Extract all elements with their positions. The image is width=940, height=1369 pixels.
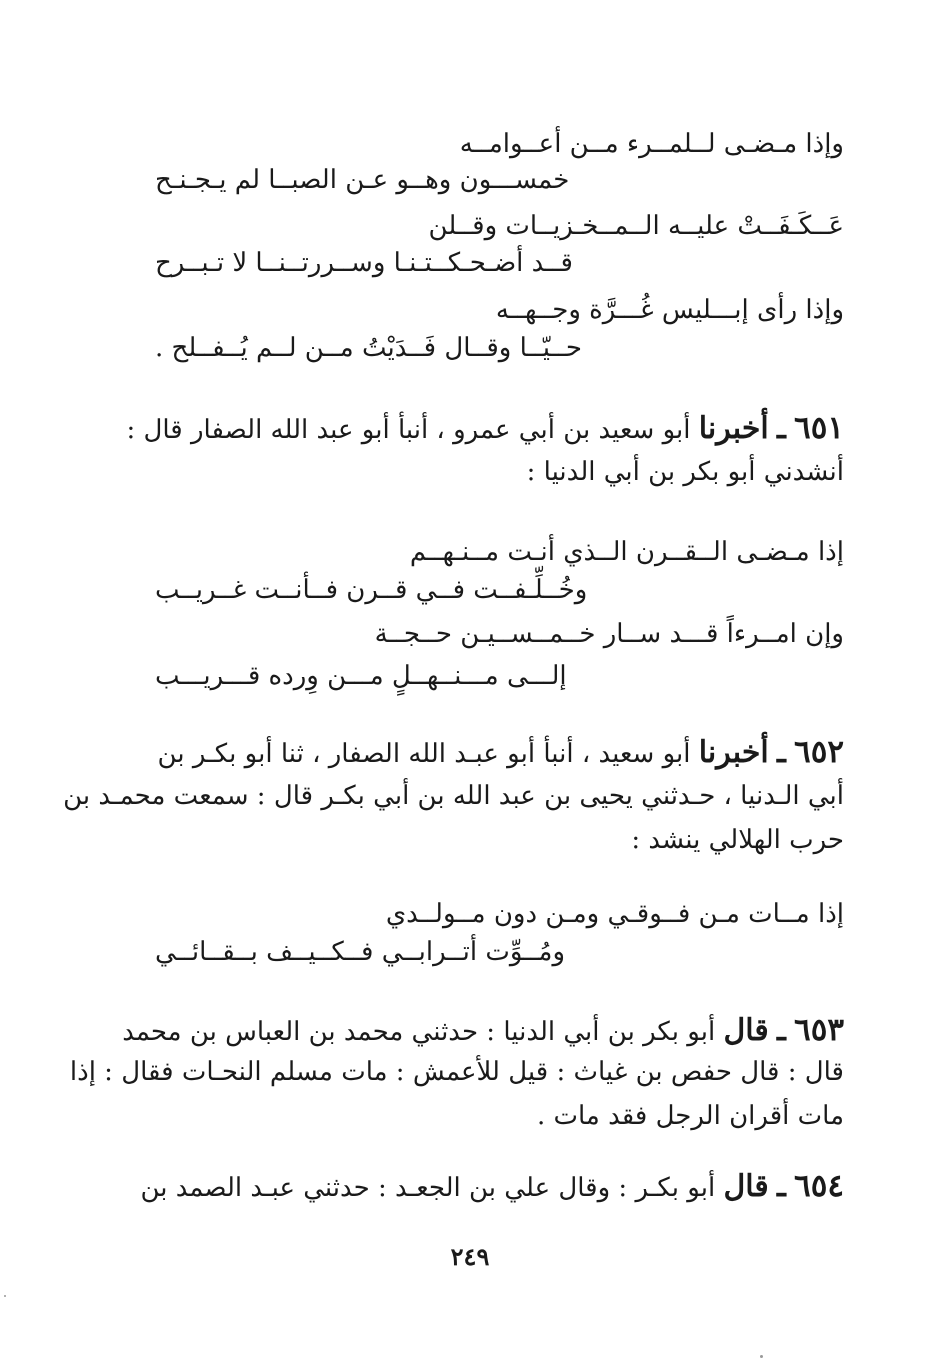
- entry-654-number: ٦٥٤: [794, 1168, 844, 1204]
- scan-speck: [4, 1295, 6, 1297]
- entry-654-dash: ـ: [776, 1169, 786, 1204]
- entry-653-line1: [122, 1010, 844, 1052]
- entry-653-line2: قال : قال حفص بن غياث : قيل للأعمش : مات مسلم النحـات فقال : إذا: [69, 1057, 844, 1087]
- entry-652-line1: [150, 732, 844, 774]
- poem1-verse1-second-hemistich: خمســـون وهــو عـن الصبــا لم يـجـنـح: [155, 165, 570, 195]
- entry-652-keyword: أخبرنا: [698, 735, 769, 770]
- poem3-verse1-second-hemistich: ومُــوِّت أتــرابــي فــكــيــف بــقــائــي: [155, 937, 565, 967]
- entry-652-line2: أبي الـدنيا ، حـدثني يحيى بن عبد الله بن أبي بكـر قال : سمعت محمـد بن: [63, 781, 844, 811]
- entry-653-number: ٦٥٣: [794, 1012, 844, 1048]
- entry-653-keyword: قال: [723, 1013, 769, 1048]
- poem2-verse2-first-hemistich: وإن امــرءاً قـــد ســار خــمــســيـن حــجــة: [374, 619, 844, 649]
- entry-651-dash: ـ: [776, 411, 786, 446]
- poem2-verse1-second-hemistich: وخُــلِّـفــت فــي قــرن فــأنــت غــريــب: [155, 575, 588, 605]
- entry-652-dash: ـ: [776, 735, 786, 770]
- entry-653-dash: ـ: [776, 1013, 786, 1048]
- poem2-verse1-first-hemistich: إذا مـضـى الــقــرن الــذي أنـت مــنـهــم: [409, 537, 844, 567]
- scan-speck: [760, 1355, 763, 1358]
- poem1-verse2-first-hemistich: عَــكَـفَــتْ عليــه الــمــخـزيــات وقــلن: [428, 211, 844, 241]
- entry-652-number: ٦٥٢: [794, 734, 844, 770]
- entry-652-line3: حرب الهلالي ينشد :: [631, 825, 844, 855]
- poem1-verse3-first-hemistich: وإذا رأى إبـــليس غُـــرَّة وجــهــه: [495, 295, 844, 325]
- entry-651-keyword: أخبرنا: [698, 411, 769, 446]
- entry-654-text1: أبو بكـر : وقال علي بن الجعـد : حدثني عبـد الصمد بن: [140, 1173, 716, 1203]
- entry-652-text1: أبو سعيد ، أنبأ أبو عبـد الله الصفار ، ثنا أبو بكـر بن: [157, 739, 691, 769]
- entry-651-number: ٦٥١: [794, 410, 844, 446]
- entry-654-line1: [140, 1166, 844, 1208]
- poem1-verse1-first-hemistich: وإذا مـضـى لــلمــرء مــن أعــوامــه: [459, 129, 844, 159]
- entry-653-text1: أبو بكر بن أبي الدنيا : حدثني محمد بن العباس بن محمد: [122, 1017, 716, 1047]
- page-number: ٢٤٩: [450, 1242, 490, 1271]
- entry-651-text1: أبو سعيد بن أبي عمرو ، أنبأ أبو عبد الله الصفار قال :: [126, 415, 691, 445]
- entry-651-line1: [126, 408, 844, 450]
- entry-651-line2: أنشدني أبو بكر بن أبي الدنيا :: [526, 457, 844, 487]
- poem1-verse2-second-hemistich: قــد أضـحـكــتـنـا وســررتــنــا لا تـبــرح: [155, 248, 573, 278]
- poem3-verse1-first-hemistich: إذا مــات مـن فــوقـي ومـن دون مــولــدي: [385, 899, 844, 929]
- poem1-verse3-second-hemistich: حــيّــا وقــال فَــدَيْتُ مــن لــم يُــفــلح .: [155, 333, 582, 363]
- poem2-verse2-second-hemistich: إلـــى مـــنــهــلٍ مـــن وِرده قـــريـــب: [155, 661, 567, 691]
- entry-654-keyword: قال: [723, 1169, 769, 1204]
- entry-653-line3: مات أقران الرجل فقد مات .: [536, 1101, 844, 1131]
